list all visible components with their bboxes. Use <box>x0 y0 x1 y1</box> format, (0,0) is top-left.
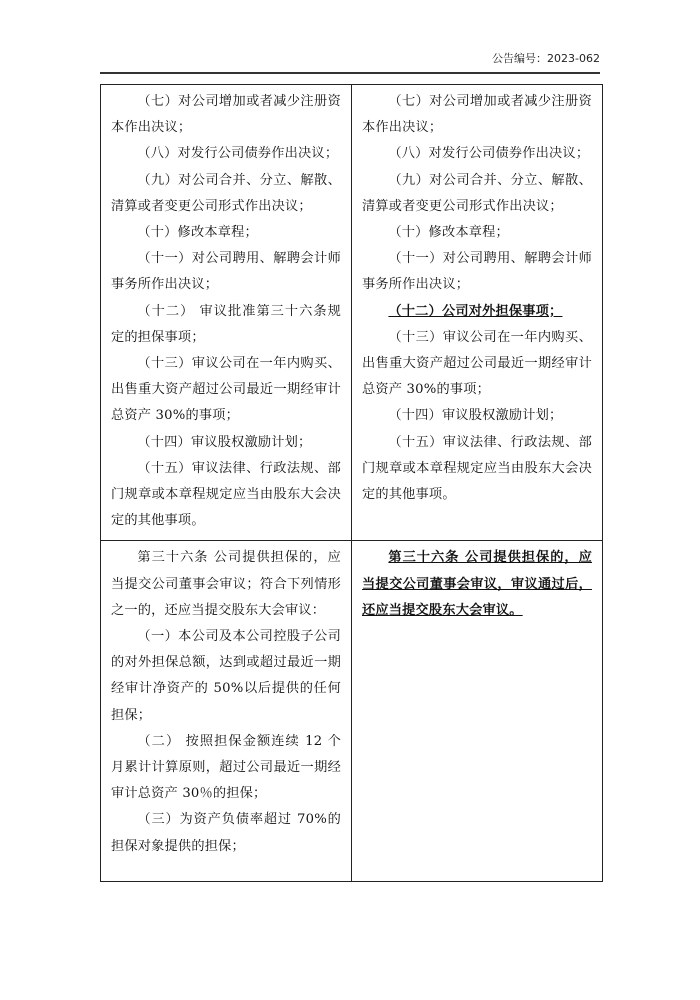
clause-item: （十三）审议公司在一年内购买、出售重大资产超过公司最近一期经审计总资产 30%的事项； <box>111 356 341 424</box>
original-clause-cell <box>101 85 352 541</box>
clause-item: （十）修改本章程； <box>137 225 258 241</box>
announcement-number: 公告编号：2023-062 <box>492 52 600 65</box>
clause-item: （十）修改本章程； <box>388 225 509 241</box>
clause-item: （十一）对公司聘用、解聘会计师事务所作出决议； <box>111 251 341 293</box>
revised-clause-highlight: 第三十六条 公司提供担保的，应当提交公司董事会审议，审议通过后，还应当提交股东大会审议。 <box>362 550 592 618</box>
clause-item: （八）对发行公司债券作出决议； <box>137 146 339 162</box>
original-clause-cell <box>101 541 352 882</box>
clause-item: （十五）审议法律、行政法规、部门规章或本章程规定应当由股东大会决定的其他事项。 <box>362 434 592 503</box>
clause-item: （七）对公司增加或者减少注册资本作出决议； <box>362 94 592 136</box>
clause-item: （二） 按照担保金额连续 12 个月累计计算原则，超过公司最近一期经审计总资产 30％的担保； <box>111 733 341 802</box>
clause-item: （十二） 审议批准第三十六条规定的担保事项； <box>111 303 341 345</box>
clause-item: （九）对公司合并、分立、解散、清算或者变更公司形式作出决议； <box>111 172 341 214</box>
clause-item: 第三十六条 公司提供担保的，应当提交公司董事会审议；符合下列情形之一的，还应当提交股东大会审议： <box>111 550 341 618</box>
clause-item: （八）对发行公司债券作出决议； <box>388 146 590 162</box>
revised-clause-cell <box>352 85 603 541</box>
clause-item: （十四）审议股权激励计划； <box>137 434 312 450</box>
revised-clause-cell <box>352 541 603 882</box>
clause-item: （一）本公司及本公司控股子公司的对外担保总额，达到或超过最近一期经审计净资产的 50%以后提供的任何担保； <box>111 629 341 723</box>
clause-item: （三）为资产负债率超过 70%的担保对象提供的担保； <box>111 812 341 854</box>
clause-item: （十五）审议法律、行政法规、部门规章或本章程规定应当由股东大会决定的其他事项。 <box>111 460 341 529</box>
table-row <box>101 85 603 541</box>
clause-item: （十一）对公司聘用、解聘会计师事务所作出决议； <box>362 251 592 293</box>
header-rule <box>100 72 600 74</box>
revised-clause-highlight: （十二）公司对外担保事项； <box>388 303 563 319</box>
comparison-table <box>100 84 603 882</box>
clause-item: （七）对公司增加或者减少注册资本作出决议； <box>111 94 341 136</box>
clause-item: （十三）审议公司在一年内购买、出售重大资产超过公司最近一期经审计总资产 30%的事项； <box>362 329 592 398</box>
clause-item: （十四）审议股权激励计划； <box>388 408 563 424</box>
table-row <box>101 541 603 882</box>
clause-item: （九）对公司合并、分立、解散、清算或者变更公司形式作出决议； <box>362 172 592 214</box>
